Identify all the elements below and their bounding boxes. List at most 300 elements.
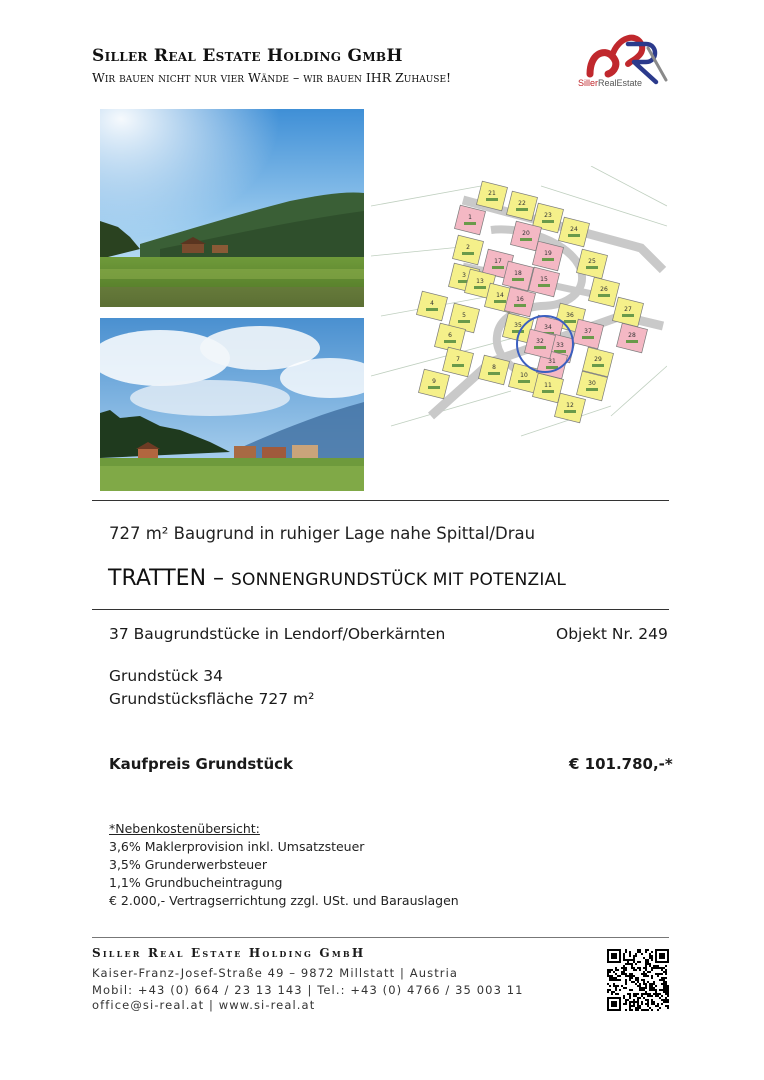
object-number: Objekt Nr. 249 [556, 625, 668, 643]
plot-label: 3 [462, 272, 466, 279]
qr-module [657, 995, 659, 997]
plot-label: 1 [468, 214, 472, 221]
qr-module [635, 995, 637, 997]
qr-module [643, 989, 645, 991]
qr-module [643, 975, 645, 977]
qr-module [663, 967, 665, 969]
qr-module [663, 979, 665, 981]
qr-module [665, 993, 667, 995]
qr-module [639, 997, 641, 999]
qr-module [653, 1003, 655, 1005]
qr-module [613, 979, 615, 981]
qr-module [661, 995, 663, 997]
footer-contact-link[interactable]: office@si-real.at | www.si-real.at [92, 998, 316, 1012]
qr-module [629, 1005, 631, 1007]
qr-module [653, 967, 655, 969]
qr-module [615, 987, 617, 989]
qr-module [625, 1009, 627, 1011]
qr-module [645, 967, 647, 969]
qr-module [629, 963, 631, 965]
qr-module [629, 1007, 631, 1009]
plot-label: 16 [516, 296, 524, 303]
plot-tag [598, 294, 610, 297]
plot-tag [542, 220, 554, 223]
qr-module [653, 965, 655, 967]
qr-module [631, 975, 633, 977]
qr-module [659, 993, 661, 995]
qr-module [635, 983, 637, 985]
plot-label: 13 [476, 278, 484, 285]
plot-tag [592, 364, 604, 367]
qr-module [661, 973, 663, 975]
qr-module [661, 999, 663, 1001]
qr-module [645, 1003, 647, 1005]
qr-module [637, 1003, 639, 1005]
qr-finder [659, 953, 665, 959]
qr-module [629, 979, 631, 981]
qr-module [631, 965, 633, 967]
qr-module [627, 993, 629, 995]
qr-module [607, 969, 609, 971]
qr-module [637, 961, 639, 963]
qr-module [635, 955, 637, 957]
plot-label: 7 [456, 356, 460, 363]
qr-module [663, 971, 665, 973]
qr-module [625, 973, 627, 975]
qr-module [607, 973, 609, 975]
qr-module [651, 985, 653, 987]
plot-tag [492, 266, 504, 269]
qr-module [661, 1003, 663, 1005]
qr-module [649, 989, 651, 991]
qr-module [647, 961, 649, 963]
qr-module [667, 1007, 669, 1009]
footer-phone: Mobil: +43 (0) 664 / 23 13 143 | Tel.: +43 (0) 4766 / 35 003 11 [92, 983, 524, 997]
qr-module [619, 989, 621, 991]
qr-module [629, 1001, 631, 1003]
qr-module [627, 959, 629, 961]
qr-module [663, 977, 665, 979]
plot-tag [514, 304, 526, 307]
qr-module [643, 967, 645, 969]
qr-module [637, 979, 639, 981]
qr-module [651, 1001, 653, 1003]
qr-module [635, 963, 637, 965]
qr-module [643, 981, 645, 983]
qr-module [661, 969, 663, 971]
plot-label: 26 [600, 286, 608, 293]
qr-module [663, 981, 665, 983]
qr-module [607, 971, 609, 973]
qr-module [651, 975, 653, 977]
qr-module [643, 1009, 645, 1011]
qr-module [651, 987, 653, 989]
qr-module [623, 995, 625, 997]
qr-module [615, 969, 617, 971]
qr-module [665, 987, 667, 989]
qr-module [639, 951, 641, 953]
qr-module [629, 1009, 631, 1011]
site-plan [371, 166, 667, 440]
qr-module [649, 985, 651, 987]
qr-module [655, 967, 657, 969]
qr-module [659, 973, 661, 975]
qr-module [657, 965, 659, 967]
qr-module [629, 959, 631, 961]
logo-wordmark: SillerRealEstate [578, 78, 643, 88]
qr-module [665, 983, 667, 985]
qr-module [649, 963, 651, 965]
plot-label: 15 [540, 276, 548, 283]
plot-label: 18 [514, 270, 522, 277]
qr-module [613, 985, 615, 987]
qr-module [665, 981, 667, 983]
qr-module [655, 989, 657, 991]
qr-module [647, 1003, 649, 1005]
qr-module [651, 967, 653, 969]
qr-module [619, 979, 621, 981]
qr-module [643, 983, 645, 985]
qr-module [615, 989, 617, 991]
qr-module [645, 963, 647, 965]
qr-module [619, 975, 621, 977]
qr-module [653, 981, 655, 983]
qr-module [623, 955, 625, 957]
plot-tag [462, 252, 474, 255]
qr-module [609, 989, 611, 991]
qr-module [649, 955, 651, 957]
qr-module [633, 1005, 635, 1007]
qr-module [665, 999, 667, 1001]
qr-module [639, 949, 641, 951]
qr-module [609, 975, 611, 977]
qr-module [625, 987, 627, 989]
qr-module [667, 991, 669, 993]
qr-module [663, 999, 665, 1001]
qr-module [643, 987, 645, 989]
qr-module [647, 949, 649, 951]
qr-module [623, 969, 625, 971]
qr-module [661, 967, 663, 969]
qr-module [625, 1003, 627, 1005]
qr-module [623, 987, 625, 989]
intro-text: 727 m² Baugrund in ruhiger Lage nahe Spittal/Drau [109, 524, 536, 543]
qr-module [661, 977, 663, 979]
qr-module [639, 1005, 641, 1007]
plot-tag [546, 366, 558, 369]
qr-module [649, 995, 651, 997]
qr-module [625, 949, 627, 951]
qr-module [651, 983, 653, 985]
qr-module [663, 983, 665, 985]
qr-module [651, 989, 653, 991]
plot-tag [586, 388, 598, 391]
qr-module [651, 955, 653, 957]
qr-module [667, 995, 669, 997]
qr-module [621, 967, 623, 969]
qr-module [637, 999, 639, 1001]
qr-module [607, 975, 609, 977]
plot-label: 34 [544, 324, 552, 331]
qr-module [645, 949, 647, 951]
qr-module [629, 977, 631, 979]
plot-label: 19 [544, 250, 552, 257]
qr-module [607, 991, 609, 993]
plot-label: 33 [556, 342, 564, 349]
qr-module [625, 999, 627, 1001]
plot-tag [542, 258, 554, 261]
plot-label: 9 [432, 378, 436, 385]
qr-module [623, 959, 625, 961]
plot-tag [494, 300, 506, 303]
qr-module [651, 995, 653, 997]
qr-module [607, 989, 609, 991]
qr-module [661, 989, 663, 991]
qr-module [633, 961, 635, 963]
qr-module [625, 963, 627, 965]
qr-module [633, 967, 635, 969]
qr-module [643, 957, 645, 959]
plot-tag [518, 380, 530, 383]
plot-tag [516, 208, 528, 211]
qr-module [625, 969, 627, 971]
qr-module [645, 993, 647, 995]
qr-module [641, 1003, 643, 1005]
qr-module [625, 967, 627, 969]
qr-module [667, 1005, 669, 1007]
qr-module [651, 1009, 653, 1011]
plot-label: 21 [488, 190, 496, 197]
qr-module [655, 995, 657, 997]
listing-title: TRATTEN – SONNENGRUNDSTÜCK MIT POTENZIAL [108, 566, 567, 591]
qr-module [639, 1007, 641, 1009]
cost-item: € 2.000,- Vertragserrichtung zzgl. USt. und Barauslagen [109, 893, 459, 908]
plot-label: 22 [518, 200, 526, 207]
plot-label: 31 [548, 358, 556, 365]
footer-address: Kaiser-Franz-Josef-Straße 49 – 9872 Millstatt | Austria [92, 966, 459, 980]
qr-module [613, 991, 615, 993]
plot-label: 20 [522, 230, 530, 237]
qr-module [621, 971, 623, 973]
landscape-photo-2 [100, 318, 364, 491]
qr-module [647, 963, 649, 965]
plot-label: 5 [462, 312, 466, 319]
qr-module [637, 967, 639, 969]
qr-module [615, 973, 617, 975]
qr-module [651, 999, 653, 1001]
qr-module [609, 979, 611, 981]
qr-module [647, 959, 649, 961]
plot-tag [542, 390, 554, 393]
qr-module [645, 1009, 647, 1011]
plot-tag [538, 284, 550, 287]
qr-module [643, 993, 645, 995]
qr-module [629, 973, 631, 975]
plot-label: 37 [584, 328, 592, 335]
qr-module [645, 999, 647, 1001]
plot-tag [464, 222, 476, 225]
plot-tag [428, 386, 440, 389]
qr-module [637, 1005, 639, 1007]
qr-module [631, 1009, 633, 1011]
qr-module [609, 969, 611, 971]
plot-tag [568, 234, 580, 237]
qr-module [637, 997, 639, 999]
qr-module [623, 965, 625, 967]
plot-tag [564, 410, 576, 413]
plot-label: 2 [466, 244, 470, 251]
qr-module [643, 971, 645, 973]
qr-module [635, 993, 637, 995]
qr-module [625, 951, 627, 953]
qr-module [637, 981, 639, 983]
qr-module [641, 1001, 643, 1003]
qr-module [663, 989, 665, 991]
qr-module [613, 971, 615, 973]
cost-item: 3,6% Maklerprovision inkl. Umsatzsteuer [109, 839, 365, 854]
qr-module [645, 991, 647, 993]
qr-module [629, 953, 631, 955]
qr-module [641, 995, 643, 997]
qr-module [635, 1001, 637, 1003]
qr-module [631, 959, 633, 961]
qr-module [611, 969, 613, 971]
plot-tag [520, 238, 532, 241]
plot-tag [452, 364, 464, 367]
divider [92, 500, 669, 501]
qr-module [643, 973, 645, 975]
qr-module [649, 983, 651, 985]
qr-module [655, 965, 657, 967]
qr-module [617, 975, 619, 977]
plot-label: 25 [588, 258, 596, 265]
plot-area: Grundstücksfläche 727 m² [109, 690, 315, 708]
qr-module [653, 987, 655, 989]
qr-module [647, 981, 649, 983]
qr-module [641, 1009, 643, 1011]
qr-module [645, 961, 647, 963]
qr-module [637, 1009, 639, 1011]
plot-tag [488, 372, 500, 375]
qr-module [613, 983, 615, 985]
qr-module [665, 991, 667, 993]
qr-module [655, 1005, 657, 1007]
qr-module [639, 961, 641, 963]
qr-module [639, 967, 641, 969]
footer-company-name: Siller Real Estate Holding GmbH [92, 946, 366, 960]
qr-module [641, 953, 643, 955]
qr-module [637, 1001, 639, 1003]
qr-module [633, 1001, 635, 1003]
qr-module [629, 975, 631, 977]
qr-module [629, 955, 631, 957]
qr-module [631, 967, 633, 969]
qr-module [609, 985, 611, 987]
plot-tag [486, 198, 498, 201]
qr-module [637, 993, 639, 995]
qr-module [625, 979, 627, 981]
qr-module [645, 951, 647, 953]
qr-module [653, 993, 655, 995]
qr-module [615, 967, 617, 969]
qr-module [653, 983, 655, 985]
qr-module [647, 1001, 649, 1003]
qr-module [617, 969, 619, 971]
qr-module [649, 1007, 651, 1009]
qr-module [649, 957, 651, 959]
qr-module [621, 973, 623, 975]
plot-label: 24 [570, 226, 578, 233]
qr-module [617, 993, 619, 995]
qr-module [647, 995, 649, 997]
qr-module [667, 985, 669, 987]
qr-module [641, 979, 643, 981]
qr-module [633, 995, 635, 997]
qr-module [657, 1005, 659, 1007]
qr-module [651, 1003, 653, 1005]
qr-module [615, 985, 617, 987]
qr-module [653, 989, 655, 991]
plot-label: 17 [494, 258, 502, 265]
qr-module [651, 951, 653, 953]
qr-module [647, 975, 649, 977]
qr-module [641, 973, 643, 975]
qr-module [633, 969, 635, 971]
plot-tag [626, 340, 638, 343]
plot-label: 35 [514, 322, 522, 329]
qr-module [627, 975, 629, 977]
price-value: € 101.780,-* [569, 755, 673, 773]
qr-module [639, 969, 641, 971]
qr-module [625, 1001, 627, 1003]
qr-module [667, 999, 669, 1001]
qr-module [623, 967, 625, 969]
qr-module [647, 999, 649, 1001]
qr-module [633, 981, 635, 983]
plot-label: 6 [448, 332, 452, 339]
qr-module [629, 1003, 631, 1005]
qr-module [645, 973, 647, 975]
qr-module [625, 959, 627, 961]
qr-module [657, 993, 659, 995]
plot-label: 10 [520, 372, 528, 379]
qr-module [635, 969, 637, 971]
qr-module [623, 997, 625, 999]
qr-module [645, 969, 647, 971]
qr-module [647, 971, 649, 973]
qr-module [659, 967, 661, 969]
qr-module [649, 971, 651, 973]
qr-module [661, 979, 663, 981]
qr-module [655, 985, 657, 987]
plot-tag [564, 320, 576, 323]
qr-module [651, 977, 653, 979]
landscape-photo-1 [100, 109, 364, 307]
qr-module [663, 991, 665, 993]
qr-module [649, 965, 651, 967]
footer-divider [92, 937, 669, 938]
cost-item: 1,1% Grundbucheintragung [109, 875, 283, 890]
qr-module [649, 993, 651, 995]
qr-module [623, 953, 625, 955]
plot-tag [458, 320, 470, 323]
qr-module [627, 963, 629, 965]
qr-module [633, 975, 635, 977]
qr-module [665, 1001, 667, 1003]
qr-module [627, 961, 629, 963]
qr-module [645, 975, 647, 977]
qr-module [623, 957, 625, 959]
